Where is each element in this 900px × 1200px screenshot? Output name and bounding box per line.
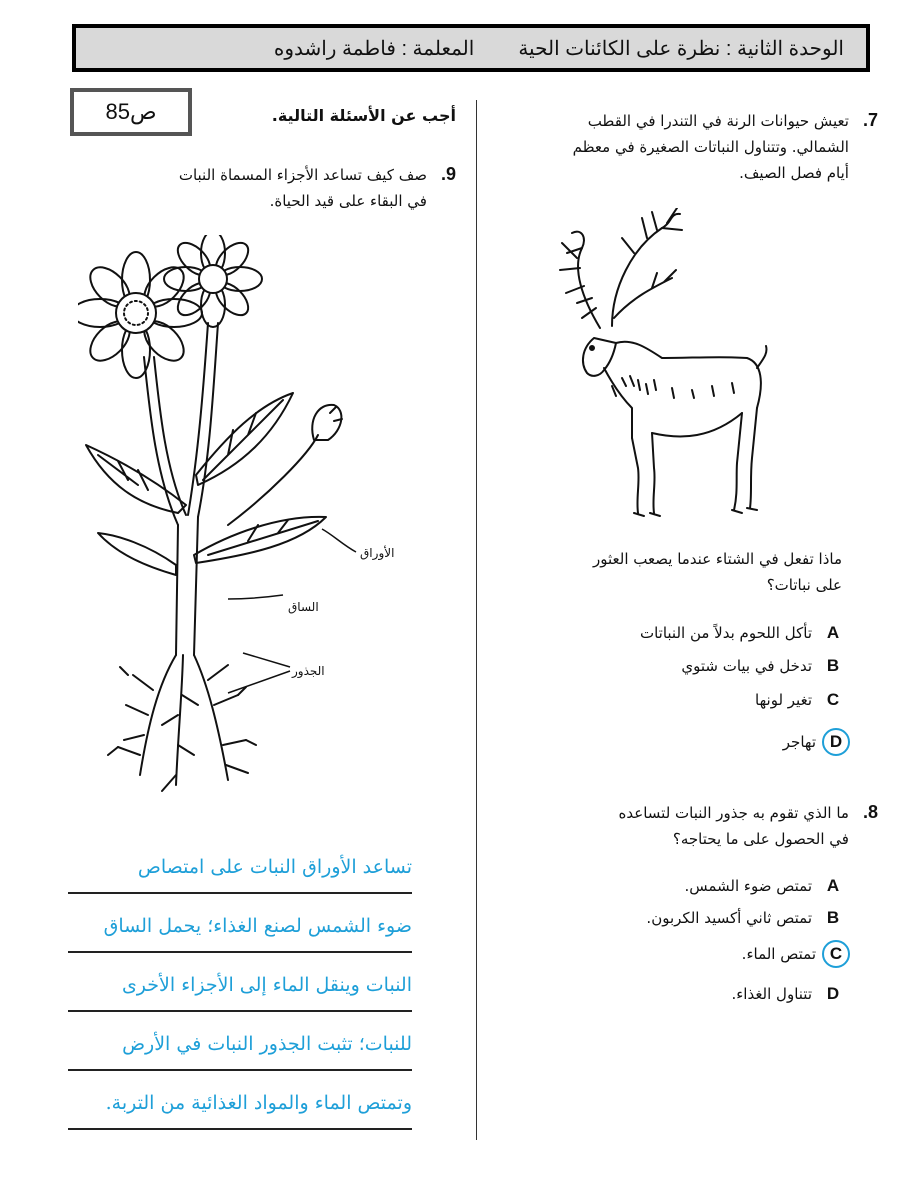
reindeer-illustration <box>552 208 772 526</box>
unit-title: الوحدة الثانية : نظرة على الكائنات الحية <box>518 37 844 60</box>
flower-right <box>164 235 262 327</box>
q7-line-2: الشمالي. وتتناول النباتات الصغيرة في معظم <box>572 138 849 156</box>
q7-line-3: أيام فصل الصيف. <box>739 164 849 182</box>
q7-option-b[interactable] <box>681 656 842 676</box>
label-stem: الساق <box>288 600 319 614</box>
q8-line-2: في الحصول على ما يحتاجه؟ <box>672 830 849 848</box>
q7-question <box>522 546 842 598</box>
q9-line-1: صف كيف تساعد الأجزاء المسماة النبات <box>178 166 427 184</box>
q7-option-c-text: تغير لونها <box>755 691 812 709</box>
q7-option-d[interactable] <box>783 728 850 756</box>
q9-number: 9. <box>440 164 456 184</box>
q7-question-line-2: على نباتات؟ <box>766 576 842 594</box>
label-roots: الجذور <box>292 664 325 678</box>
q7-option-c[interactable] <box>755 690 842 710</box>
answer-line-2: ضوء الشمس لصنع الغذاء؛ يحمل الساق <box>68 909 412 953</box>
q8-option-b[interactable] <box>646 908 842 928</box>
answer-line-1: تساعد الأوراق النبات على امتصاص <box>68 850 412 894</box>
q9-line-2: في البقاء على قيد الحياة. <box>269 192 427 210</box>
q8-option-a-text: تمتص ضوء الشمس. <box>684 877 812 895</box>
q7-option-a-letter: A <box>826 623 840 642</box>
q8-line-1: ما الذي تقوم به جذور النبات لتساعده <box>618 804 849 822</box>
q8-option-c-text: تمتص الماء. <box>741 945 816 963</box>
q8-option-c-selected-circle: C <box>822 940 850 968</box>
q8-option-d[interactable] <box>731 984 842 1004</box>
q8-option-b-letter: B <box>826 908 840 927</box>
column-divider <box>476 100 477 1140</box>
q7-option-a-text: تأكل اللحوم بدلاً من النباتات <box>639 624 812 642</box>
q7-option-b-letter: B <box>826 656 840 675</box>
q8-option-a-letter: A <box>826 876 840 895</box>
q7-option-d-selected-circle: D <box>822 728 850 756</box>
page-number-box <box>70 88 192 136</box>
answer-line-3: النبات وينقل الماء إلى الأجزاء الأخرى <box>68 968 412 1012</box>
answer-line-5: وتمتص الماء والمواد الغذائية من التربة. <box>68 1086 412 1130</box>
q8-number: 8. <box>862 802 878 822</box>
q8-option-a[interactable] <box>684 876 842 896</box>
q7-option-a[interactable] <box>640 623 842 643</box>
q7-option-d-text: تهاجر <box>782 733 816 751</box>
q8-option-b-text: تمتص ثاني أكسيد الكربون. <box>646 909 812 927</box>
teacher-name: المعلمة : فاطمة راشدوه <box>273 37 475 60</box>
q7-question-line-1: ماذا تفعل في الشتاء عندما يصعب العثور <box>593 550 842 568</box>
q7-line-1: تعيش حيوانات الرنة في التندرا في القطب <box>587 112 849 130</box>
q8-option-d-letter: D <box>826 984 840 1003</box>
q9-prompt <box>116 162 456 214</box>
q7-prompt <box>518 108 878 186</box>
q7-number: 7. <box>862 110 878 130</box>
q7-option-b-text: تدخل في بيات شتوي <box>681 657 812 675</box>
label-leaves: الأوراق <box>360 546 395 560</box>
q7-option-c-letter: C <box>826 690 840 709</box>
instruction-heading: أجب عن الأسئلة التالية. <box>271 106 456 125</box>
worksheet-header <box>72 24 870 72</box>
plant-illustration <box>78 235 378 805</box>
q8-prompt <box>518 800 878 852</box>
q8-option-c[interactable] <box>742 940 850 968</box>
page-number: ص85 <box>105 99 157 124</box>
answer-line-4: للنبات؛ تثبت الجذور النبات في الأرض <box>68 1027 412 1071</box>
q8-option-d-text: تتناول الغذاء. <box>731 985 812 1003</box>
